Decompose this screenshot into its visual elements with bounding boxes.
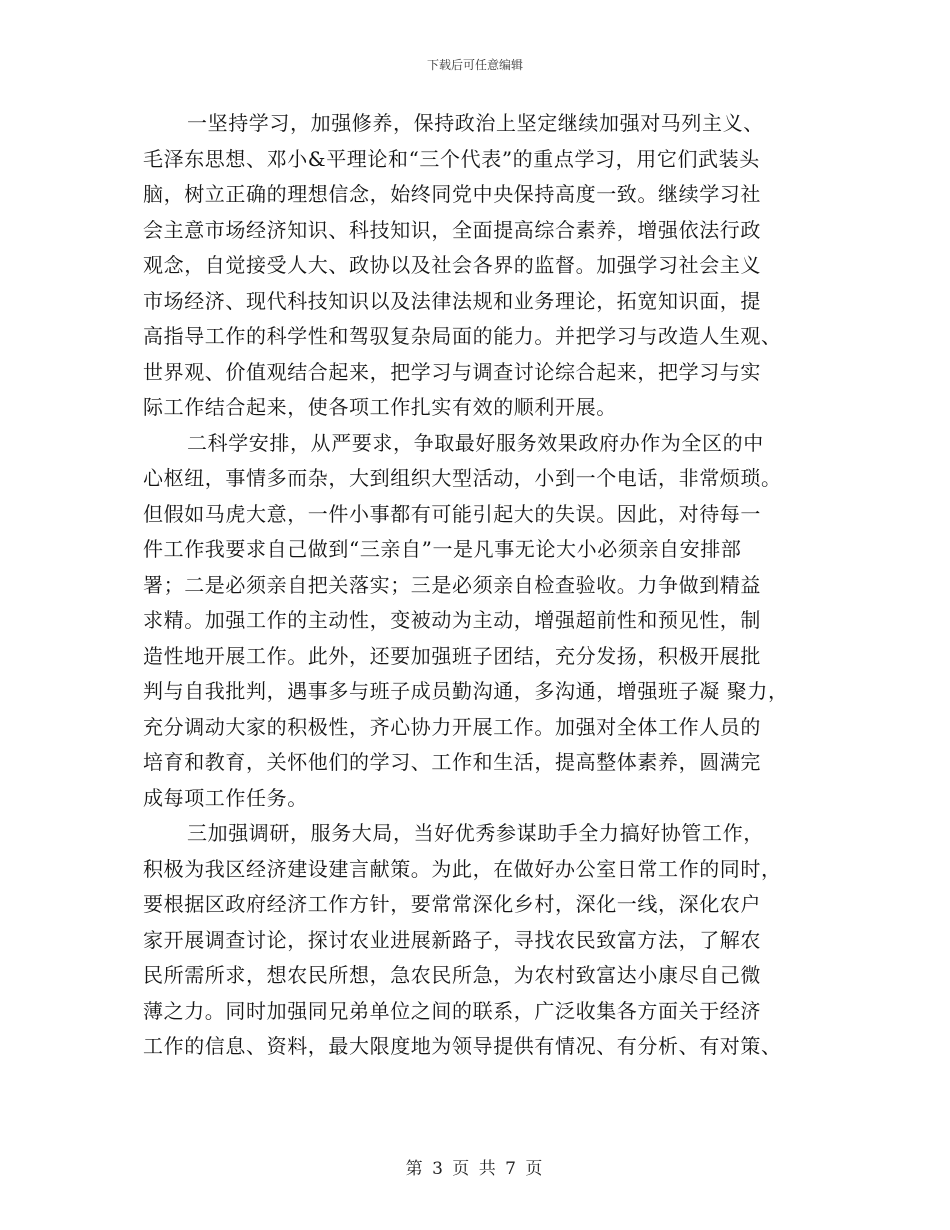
paragraph-1-line: 际工作结合起来，使各项工作扎实有效的顺利开展。 — [143, 395, 617, 419]
paragraph-1-line: 毛泽东思想、邓小&平理论和“三个代表”的重点学习，用它们武装头 — [143, 146, 760, 171]
paragraph-1-line: 观念，自觉接受人大、政协以及社会各界的监督。加强学习社会主义 — [143, 253, 761, 277]
paragraph-3-line: 工作的信息、资料，最大限度地为领导提供有情况、有分析、有对策、 — [143, 1034, 782, 1058]
body-text — [143, 106, 805, 1065]
paragraph-1-line: 会主意市场经济知识、科技知识，全面提高综合素养，增强依法行政 — [143, 217, 761, 242]
paragraph-2-line: 署；二是必须亲自把关落实；三是必须亲自检查验收。力争做到精益 — [143, 572, 761, 597]
page-header: 下载后可任意编辑 — [426, 58, 523, 72]
paragraph-2-line: 心枢纽，事情多而杂，大到组织大型活动，小到一个电话，非常烦琐。 — [143, 466, 782, 490]
paragraph-2-line: 造性地开展工作。此外，还要加强班子团结，充分发扬，积极开展批 — [143, 643, 761, 668]
paragraph-1-line: 高指导工作的科学性和驾驭复杂局面的能力。并把学习与改造人生观、 — [143, 324, 782, 348]
paragraph-3-line: 家开展调查讨论，探讨农业进展新路子，寻找农民致富方法，了解农 — [143, 927, 761, 952]
paragraph-2-line: 二科学安排，从严要求，争取最好服务效果政府办作为全区的中 — [187, 430, 764, 455]
paragraph-3-line: 积极为我区经济建设建言献策。为此，在做好办公室日常工作的同时， — [143, 856, 782, 881]
paragraph-1-line: 市场经济、现代科技知识以及法律法规和业务理论，拓宽知识面，提 — [143, 288, 761, 313]
paragraph-2-line: 充分调动大家的积极性，齐心协力开展工作。加强对全体工作人员的 — [143, 714, 761, 739]
page-number-footer: 第 3 页 共 7 页 — [405, 1159, 545, 1179]
paragraph-3-line: 要根据区政府经济工作方针，要常常深化乡村，深化一线，深化农户 — [143, 892, 761, 916]
paragraph-2-line: 成每项工作任务。 — [143, 785, 308, 810]
paragraph-3-line: 薄之力。同时加强同兄弟单位之间的联系，广泛收集各方面关于经济 — [143, 998, 761, 1023]
paragraph-2-line: 但假如马虎大意，一件小事都有可能引起大的失误。因此，对待每一 — [143, 501, 761, 526]
paragraph-2-line: 件工作我要求自己做到“三亲自”一是凡事无论大小必须亲自安排部 — [143, 537, 742, 561]
paragraph-2-line: 求精。加强工作的主动性，变被动为主动，增强超前性和预见性，制 — [143, 608, 761, 632]
paragraph-1-line: 世界观、价值观结合起来，把学习与调查讨论综合起来，把学习与实 — [143, 359, 761, 384]
paragraph-3-line: 民所需所求，想农民所想，急农民所急，为农村致富达小康尽自己微 — [143, 963, 761, 987]
paragraph-1-line: 一坚持学习，加强修养，保持政治上坚定继续加强对马列主义、 — [187, 111, 764, 135]
paragraph-1-line: 脑，树立正确的理想信念，始终同党中央保持高度一致。继续学习社 — [143, 182, 761, 206]
paragraph-2-line: 判与自我批判，遇事多与班子成员勤沟通，多沟通，增强班子凝 聚力， — [143, 679, 789, 703]
paragraph-2-line: 培育和教育，关怀他们的学习、工作和生活，提高整体素养，圆满完 — [143, 750, 761, 774]
paragraph-3-line: 三加强调研，服务大局，当好优秀参谋助手全力搞好协管工作， — [187, 821, 764, 845]
